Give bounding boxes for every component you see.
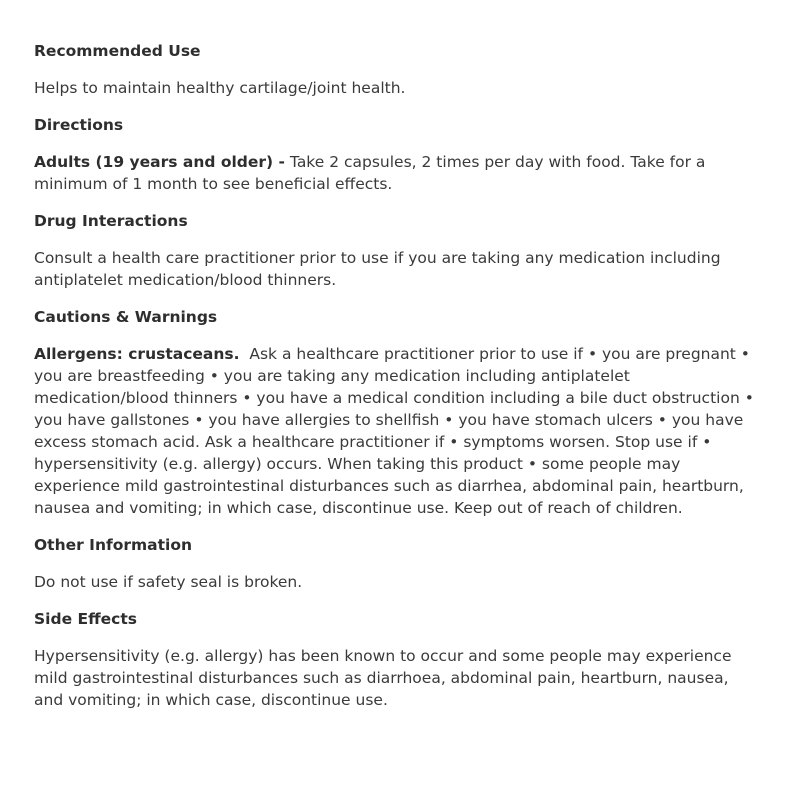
directions-text — [34, 151, 754, 195]
directions-body: Take 2 capsules, 2 times per day with food. Take for a minimum of 1 month to see beneficial effects. — [34, 153, 706, 193]
drug-interactions-heading: Drug Interactions — [34, 212, 188, 230]
recommended-use-text: Helps to maintain healthy cartilage/joint health. — [34, 79, 406, 97]
cautions-warnings-text — [34, 343, 759, 519]
other-information-heading: Other Information — [34, 536, 193, 554]
cautions-warnings-heading: Cautions & Warnings — [34, 308, 218, 326]
drug-interactions-text: Consult a health care practitioner prior to use if you are taking any medication including antiplatelet medication/blood thinners. — [34, 249, 721, 289]
other-information-text: Do not use if safety seal is broken. — [34, 573, 303, 591]
directions-lead: Adults (19 years and older) - — [34, 153, 285, 171]
cautions-warnings-body: Ask a healthcare practitioner prior to use if • you are pregnant • you are breastfeeding • you are taking any medication including antiplatelet medication/blood thinners • you have a medical condition including a bile duct obstruction • you have gallstones • you have allergies to shellfish • you have stomach ulcers • you have excess stomach acid. Ask a healthcare practitioner if • symptoms worsen. Stop use if • hypersensitivity (e.g. allergy) occurs. When taking this product • some people may experience mild gastrointestinal disturbances such as diarrhea, abdominal pain, heartburn, nausea and vomiting; in which case, discontinue use. Keep out of reach of children. — [34, 345, 759, 517]
directions-heading: Directions — [34, 116, 124, 134]
side-effects-heading: Side Effects — [34, 610, 137, 628]
allergens-lead: Allergens: crustaceans. — [34, 345, 240, 363]
side-effects-text: Hypersensitivity (e.g. allergy) has been known to occur and some people may experience mild gastrointestinal disturbances such as diarrhoea, abdominal pain, heartburn, nausea, and vomiting; in which case, discontinue use. — [34, 647, 732, 709]
recommended-use-heading: Recommended Use — [34, 42, 201, 60]
